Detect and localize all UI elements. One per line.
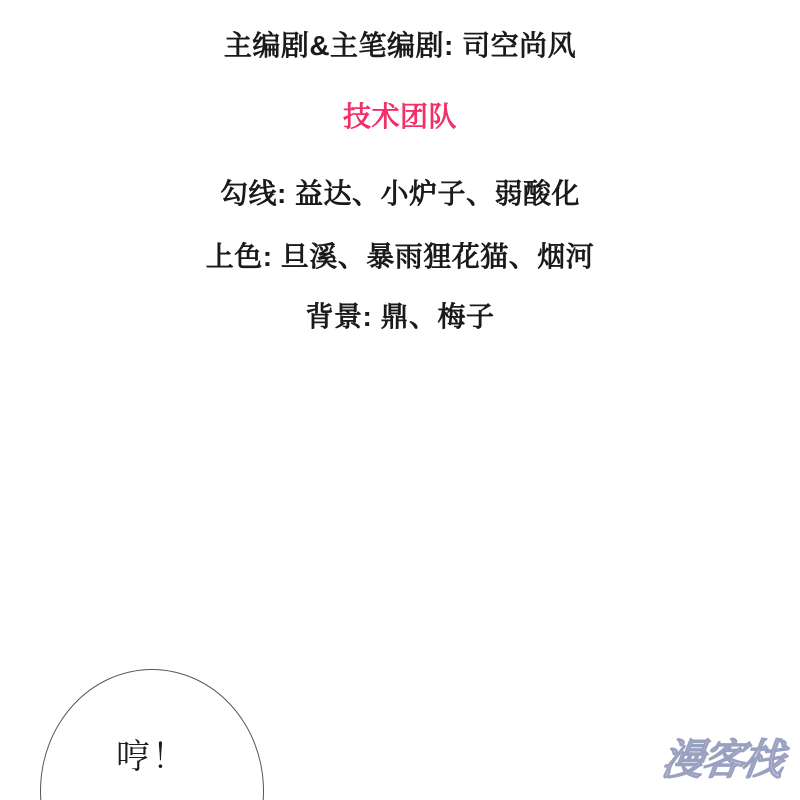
credits-background-line: 背景: 鼎、梅子 (305, 301, 495, 332)
mankezhan-watermark-logo: 漫客栈 (658, 736, 786, 783)
credits-lineart-line: 勾线: 益达、小炉子、弱酸化 (219, 178, 581, 209)
speech-bubble (40, 669, 264, 800)
credits-team-title: 技术团队 (342, 101, 457, 132)
credits-editor-line: 主编剧&主笔编剧: 司空尚风 (223, 30, 577, 61)
credits-coloring-line: 上色: 旦溪、暴雨狸花猫、烟河 (205, 241, 595, 272)
speech-bubble-text: 哼！ (116, 738, 188, 776)
